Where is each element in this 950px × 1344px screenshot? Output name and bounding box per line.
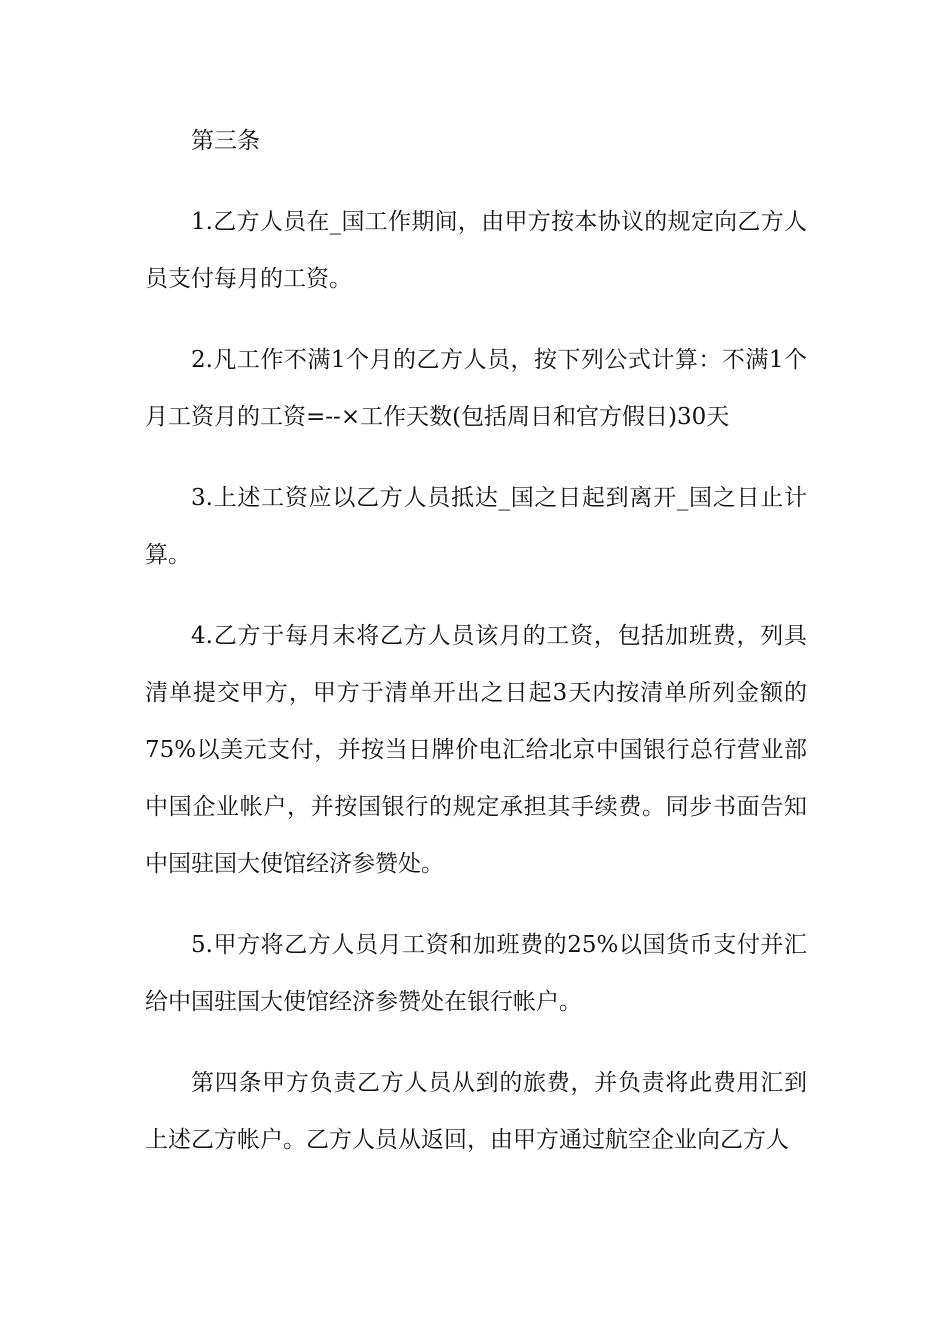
article-four-paragraph: 第四条甲方负责乙方人员从到的旅费，并负责将此费用汇到上述乙方帐户。乙方人员从返回，由甲方通过航空企业向乙方人: [145, 1070, 807, 1153]
clause-1-paragraph: 1.乙方人员在_国工作期间，由甲方按本协议的规定向乙方人员支付每月的工资。: [145, 209, 807, 292]
article-three-heading: 第三条: [191, 128, 260, 154]
clause-5-paragraph: 5.甲方将乙方人员月工资和加班费的25%以国货币支付并汇给中国驻国大使馆经济参赞处在银行帐户。: [145, 932, 807, 1015]
clause-2-paragraph: 2.凡工作不满1个月的乙方人员，按下列公式计算：不满1个月工资月的工资=--×工作天数(包括周日和官方假日)30天: [145, 347, 807, 430]
clause-3-paragraph: 3.上述工资应以乙方人员抵达_国之日起到离开_国之日止计算。: [145, 485, 807, 568]
clause-4-paragraph: 4.乙方于每月末将乙方人员该月的工资，包括加班费，列具清单提交甲方，甲方于清单开出之日起3天内按清单所列金额的75%以美元支付，并按当日牌价电汇给北京中国银行总行营业部中国企业帐户，并按国银行的规定承担其手续费。同步书面告知中国驻国大使馆经济参赞处。: [145, 623, 807, 877]
document-body: [145, 113, 807, 1193]
